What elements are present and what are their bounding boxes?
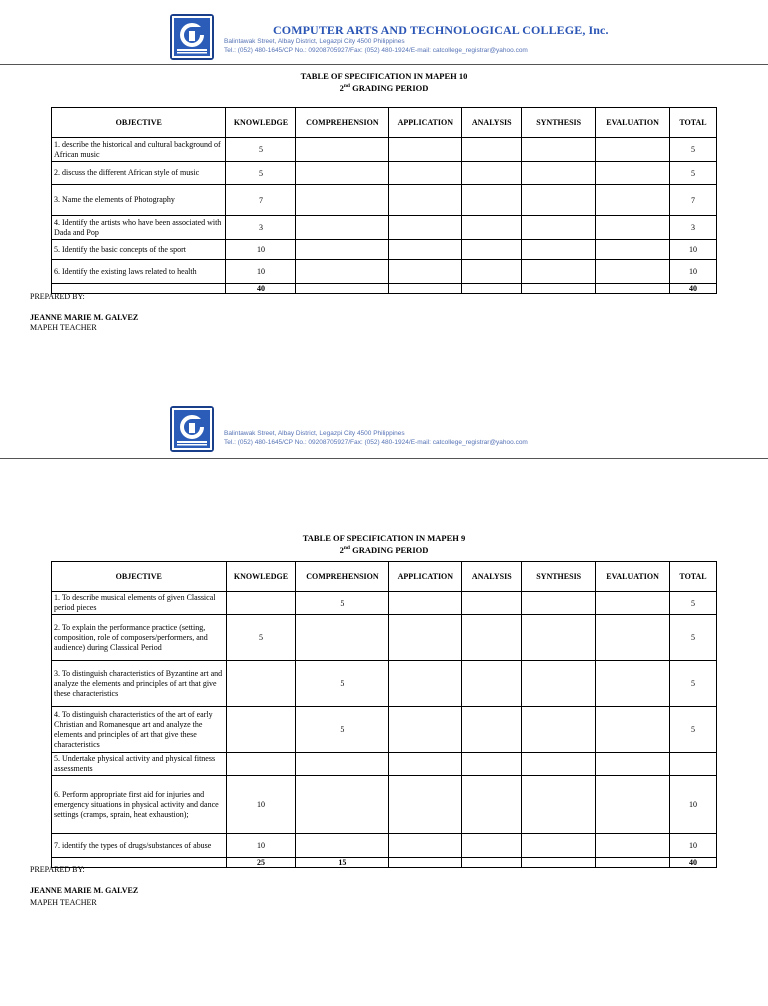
school-name: COMPUTER ARTS AND TECHNOLOGICAL COLLEGE, Inc. xyxy=(273,23,609,37)
comprehension-total: 15 xyxy=(296,858,389,868)
table-row xyxy=(52,216,717,240)
sheet1-preparer-name: JEANNE MARIE M. GALVEZ xyxy=(30,313,139,322)
col-analysis: ANALYSIS xyxy=(462,108,522,138)
table-row xyxy=(52,260,717,284)
knowledge-cell: 10 xyxy=(226,776,296,834)
comprehension-cell: 5 xyxy=(296,592,389,615)
sheet1-preparer-position: MAPEH TEACHER xyxy=(30,323,97,332)
col-application: APPLICATION xyxy=(389,108,462,138)
sheet2-grading-rest: GRADING PERIOD xyxy=(349,544,429,555)
col-objective: OBJECTIVE xyxy=(52,562,227,592)
knowledge-cell xyxy=(226,592,296,615)
col-evaluation: EVALUATION xyxy=(596,108,670,138)
school-contact: Tel.: (052) 480-1645/CP No.: 09208705927/Fax: (052) 480-1924/E-mail: catcollege_registrar@yahoo.com xyxy=(224,47,528,54)
objective-cell: 2. discuss the different African style of music xyxy=(52,162,226,185)
grand-total: 40 xyxy=(670,858,717,868)
totals-row xyxy=(52,858,717,868)
knowledge-cell: 10 xyxy=(226,834,296,858)
school-address: Balintawak Street, Albay District, Legazpi City 4500 Philippines xyxy=(224,430,405,437)
objective-cell: 5. Undertake physical activity and physical fitness assessments xyxy=(52,753,227,776)
comprehension-cell xyxy=(296,834,389,858)
table-row xyxy=(52,707,717,753)
table-header-row xyxy=(52,108,717,138)
total-cell: 5 xyxy=(670,661,717,707)
table-row xyxy=(52,753,717,776)
table-row xyxy=(52,185,717,216)
table-row xyxy=(52,592,717,615)
totals-row xyxy=(52,284,717,294)
objective-cell: 2. To explain the performance practice (setting, composition, role of composers/performers, and audience) during Classical Period xyxy=(52,615,227,661)
comprehension-cell xyxy=(296,615,389,661)
sheet2-prepared-by: PREPARED BY: xyxy=(30,865,85,874)
total-cell: 10 xyxy=(670,240,717,260)
sheet1-prepared-by: PREPARED BY: xyxy=(30,292,85,301)
total-cell: 10 xyxy=(670,260,717,284)
sheet1-grading-sup: nd xyxy=(343,83,350,89)
comprehension-cell xyxy=(296,162,389,185)
knowledge-cell: 3 xyxy=(226,216,296,240)
table-row xyxy=(52,776,717,834)
knowledge-total: 25 xyxy=(226,858,296,868)
col-synthesis: SYNTHESIS xyxy=(522,562,596,592)
objective-cell: 1. describe the historical and cultural background of African music xyxy=(52,138,226,162)
table-header-row xyxy=(52,562,717,592)
table-row xyxy=(52,240,717,260)
sheet1-grading-rest: GRADING PERIOD xyxy=(349,82,429,93)
knowledge-cell: 5 xyxy=(226,138,296,162)
knowledge-cell: 10 xyxy=(226,240,296,260)
sheet2-grading-num: 2 xyxy=(339,544,344,555)
school-address: Balintawak Street, Albay District, Legazpi City 4500 Philippines xyxy=(224,38,405,45)
comprehension-cell xyxy=(296,260,389,284)
total-cell: 5 xyxy=(670,615,717,661)
comprehension-cell xyxy=(296,240,389,260)
sheet2-preparer-position: MAPEH TEACHER xyxy=(30,898,97,907)
header-divider xyxy=(0,64,768,65)
sheet2-grading-sup: nd xyxy=(343,545,350,551)
knowledge-cell xyxy=(226,753,296,776)
objective-cell: 6. Perform appropriate first aid for injuries and emergency situations in physical activity and dance settings (cramps, sprain, heat exhaustion); xyxy=(52,776,227,834)
sheet2-table xyxy=(51,561,717,868)
total-cell: 5 xyxy=(670,592,717,615)
total-cell: 10 xyxy=(670,776,717,834)
knowledge-total: 40 xyxy=(226,284,296,294)
header-divider xyxy=(0,458,768,459)
col-knowledge: KNOWLEDGE xyxy=(226,108,296,138)
objective-cell: 4. To distinguish characteristics of the art of early Christian and Romanesque art and analyze the elements and principles of art that give these characteristics xyxy=(52,707,227,753)
comprehension-cell: 5 xyxy=(296,661,389,707)
objective-cell: 4. Identify the artists who have been associated with Dada and Pop xyxy=(52,216,226,240)
sheet1-table xyxy=(51,107,717,294)
knowledge-cell: 5 xyxy=(226,162,296,185)
total-cell: 5 xyxy=(670,138,717,162)
table-row xyxy=(52,661,717,707)
objective-cell: 3. Name the elements of Photography xyxy=(52,185,226,216)
knowledge-cell: 7 xyxy=(226,185,296,216)
col-comprehension: COMPREHENSION xyxy=(296,562,389,592)
total-cell: 7 xyxy=(670,185,717,216)
sheet1-grading-period xyxy=(0,81,768,93)
comprehension-cell xyxy=(296,185,389,216)
table-row xyxy=(52,615,717,661)
comprehension-cell xyxy=(296,776,389,834)
objective-cell: 3. To distinguish characteristics of Byzantine art and analyze the elements and principles of art that give these characteristics xyxy=(52,661,227,707)
school-contact: Tel.: (052) 480-1645/CP No.: 09208705927/Fax: (052) 480-1924/E-mail: catcollege_registrar@yahoo.com xyxy=(224,439,528,446)
col-total: TOTAL xyxy=(670,108,717,138)
objective-cell: 1. To describe musical elements of given Classical period pieces xyxy=(52,592,227,615)
col-total: TOTAL xyxy=(670,562,717,592)
col-comprehension: COMPREHENSION xyxy=(296,108,389,138)
grand-total: 40 xyxy=(670,284,717,294)
objective-cell: 5. Identify the basic concepts of the sport xyxy=(52,240,226,260)
comprehension-cell: 5 xyxy=(296,707,389,753)
knowledge-cell xyxy=(226,661,296,707)
col-objective: OBJECTIVE xyxy=(52,108,226,138)
total-cell: 5 xyxy=(670,162,717,185)
col-synthesis: SYNTHESIS xyxy=(522,108,596,138)
knowledge-cell: 5 xyxy=(226,615,296,661)
table-row xyxy=(52,138,717,162)
total-cell: 5 xyxy=(670,707,717,753)
sheet2-grading-period xyxy=(0,543,768,555)
col-knowledge: KNOWLEDGE xyxy=(226,562,296,592)
objective-cell: 6. Identify the existing laws related to health xyxy=(52,260,226,284)
table-row xyxy=(52,162,717,185)
college-logo xyxy=(170,14,214,60)
col-application: APPLICATION xyxy=(389,562,462,592)
total-cell: 10 xyxy=(670,834,717,858)
knowledge-cell: 10 xyxy=(226,260,296,284)
sheet1-title: TABLE OF SPECIFICATION IN MAPEH 10 xyxy=(300,71,468,81)
comprehension-cell xyxy=(296,138,389,162)
total-cell: 3 xyxy=(670,216,717,240)
knowledge-cell xyxy=(226,707,296,753)
table-row xyxy=(52,834,717,858)
total-cell xyxy=(670,753,717,776)
comprehension-cell xyxy=(296,753,389,776)
sheet1-grading-num: 2 xyxy=(339,82,344,93)
col-evaluation: EVALUATION xyxy=(596,562,670,592)
comprehension-cell xyxy=(296,216,389,240)
sheet2-title: TABLE OF SPECIFICATION IN MAPEH 9 xyxy=(302,533,466,543)
comprehension-total xyxy=(296,284,389,294)
col-analysis: ANALYSIS xyxy=(462,562,522,592)
sheet2-preparer-name: JEANNE MARIE M. GALVEZ xyxy=(30,886,139,895)
objective-cell: 7. identify the types of drugs/substances of abuse xyxy=(52,834,227,858)
college-logo xyxy=(170,406,214,452)
